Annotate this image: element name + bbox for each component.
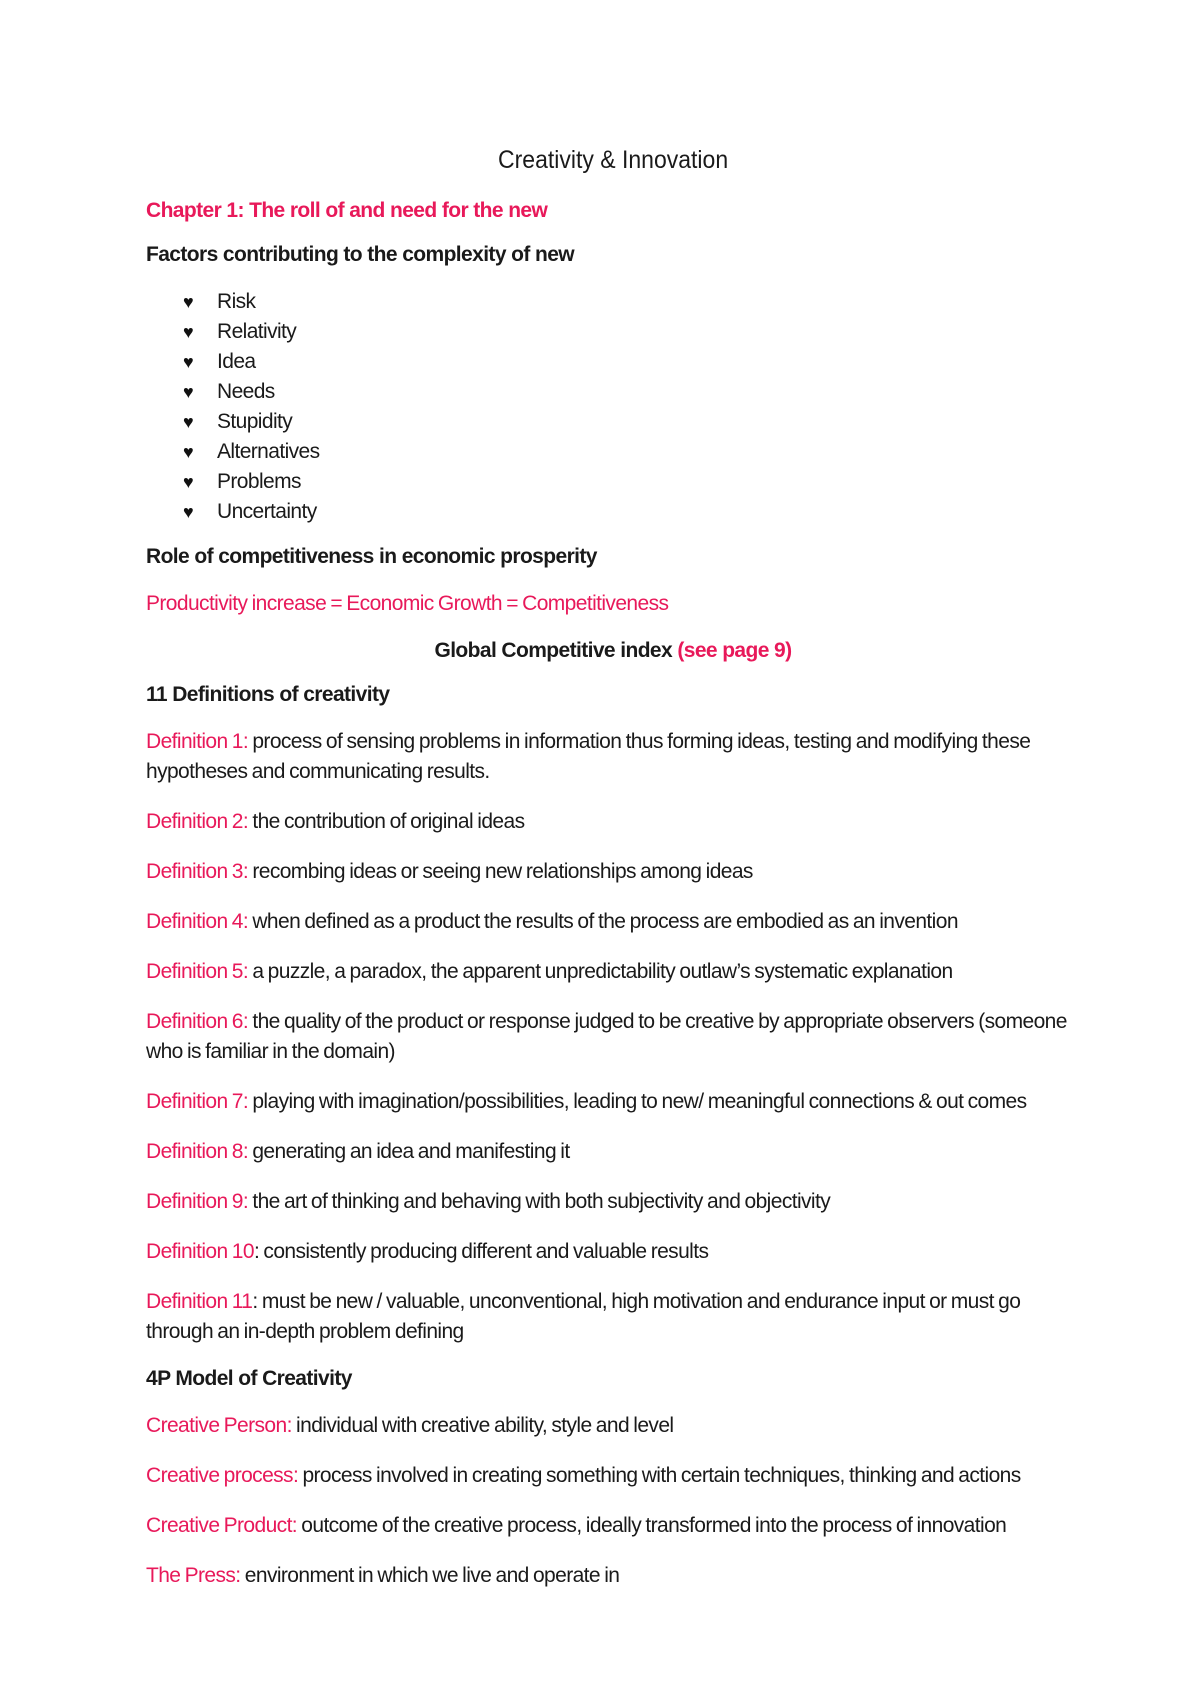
model-text: environment in which we live and operate in xyxy=(240,1564,620,1587)
definition-text: the art of thinking and behaving with both subjectivity and objectivity xyxy=(248,1190,831,1213)
definition-text: a puzzle, a paradox, the apparent unpredictability outlaw’s systematic explanation xyxy=(248,960,953,983)
definition-label: Definition 11 xyxy=(146,1290,253,1313)
list-item: ♥ Problems xyxy=(183,467,1080,497)
model-text: outcome of the creative process, ideally transformed into the process of innovation xyxy=(297,1514,1007,1537)
definition-text: : consistently producing different and valuable results xyxy=(253,1240,709,1263)
equation-line: Productivity increase = Economic Growth = Competitiveness xyxy=(146,592,669,615)
chapter-heading: Chapter 1: The roll of and need for the new xyxy=(146,199,548,222)
definition-label: Definition 3: xyxy=(146,860,249,883)
heart-icon: ♥ xyxy=(183,352,194,372)
list-item: ♥ Needs xyxy=(183,377,1080,407)
definition-label: Definition 1: xyxy=(146,730,249,753)
heart-icon: ♥ xyxy=(183,292,194,312)
list-item: ♥ Idea xyxy=(183,347,1080,377)
page-title: Creativity & Innovation xyxy=(497,146,729,174)
definition-11 xyxy=(146,1287,1080,1347)
definition-10 xyxy=(146,1237,1080,1267)
definitions-heading: 11 Definitions of creativity xyxy=(146,683,390,706)
definition-label: Definition 8: xyxy=(146,1140,249,1163)
definition-text: generating an idea and manifesting it xyxy=(248,1140,570,1163)
list-item: ♥ Stupidity xyxy=(183,407,1080,437)
definition-9 xyxy=(146,1187,1080,1217)
heart-icon: ♥ xyxy=(183,322,194,342)
model-label: Creative Product: xyxy=(146,1514,298,1537)
model-creative-product xyxy=(146,1511,1080,1541)
definition-label: Definition 4: xyxy=(146,910,249,933)
definition-6 xyxy=(146,1007,1080,1067)
definition-text: playing with imagination/possibilities, leading to new/ meaningful connections & out comes xyxy=(248,1090,1027,1113)
definition-1 xyxy=(146,727,1080,787)
definition-5 xyxy=(146,957,1080,987)
definition-text: : must be new / valuable, unconventional, high motivation and endurance input or must go through an in-depth problem defining xyxy=(146,1290,1021,1343)
model-label: The Press: xyxy=(146,1564,241,1587)
heart-icon: ♥ xyxy=(183,502,194,522)
heart-icon: ♥ xyxy=(183,472,194,492)
factors-heading: Factors contributing to the complexity of new xyxy=(146,243,575,266)
gci-page-ref: (see page 9) xyxy=(677,639,792,662)
model-label: Creative process: xyxy=(146,1464,299,1487)
list-item: ♥ Relativity xyxy=(183,317,1080,347)
definition-7 xyxy=(146,1087,1080,1117)
definition-label: Definition 7: xyxy=(146,1090,249,1113)
heart-icon: ♥ xyxy=(183,442,194,462)
gci-heading xyxy=(146,639,1080,663)
definition-8 xyxy=(146,1137,1080,1167)
model-text: process involved in creating something with certain techniques, thinking and actions xyxy=(298,1464,1021,1487)
factors-list xyxy=(146,287,1080,527)
definition-4 xyxy=(146,907,1080,937)
list-item: ♥ Alternatives xyxy=(183,437,1080,467)
model-heading: 4P Model of Creativity xyxy=(146,1367,352,1390)
list-item: ♥ Risk xyxy=(183,287,1080,317)
heart-icon: ♥ xyxy=(183,382,194,402)
model-creative-person xyxy=(146,1411,1080,1441)
gci-text: Global Competitive index xyxy=(434,639,678,662)
model-creative-process xyxy=(146,1461,1080,1491)
model-the-press xyxy=(146,1561,1080,1591)
definition-3 xyxy=(146,857,1080,887)
definition-text: when defined as a product the results of the process are embodied as an invention xyxy=(248,910,958,933)
definition-label: Definition 9: xyxy=(146,1190,249,1213)
definition-label: Definition 5: xyxy=(146,960,249,983)
model-text: individual with creative ability, style and level xyxy=(291,1414,674,1437)
definition-text: the contribution of original ideas xyxy=(248,810,525,833)
definition-label: Definition 6: xyxy=(146,1010,249,1033)
definition-text: the quality of the product or response judged to be creative by appropriate observers (someone who is familiar in the domain) xyxy=(146,1010,1067,1063)
definition-text: process of sensing problems in information thus forming ideas, testing and modifying these hypotheses and communicating results. xyxy=(146,730,1031,783)
list-item: ♥ Uncertainty xyxy=(183,497,1080,527)
definition-text: recombing ideas or seeing new relationships among ideas xyxy=(248,860,753,883)
definition-label: Definition 2: xyxy=(146,810,249,833)
heart-icon: ♥ xyxy=(183,412,194,432)
competitiveness-heading: Role of competitiveness in economic prosperity xyxy=(146,545,597,568)
definition-label: Definition 10 xyxy=(146,1240,254,1263)
definition-2 xyxy=(146,807,1080,837)
model-label: Creative Person: xyxy=(146,1414,292,1437)
